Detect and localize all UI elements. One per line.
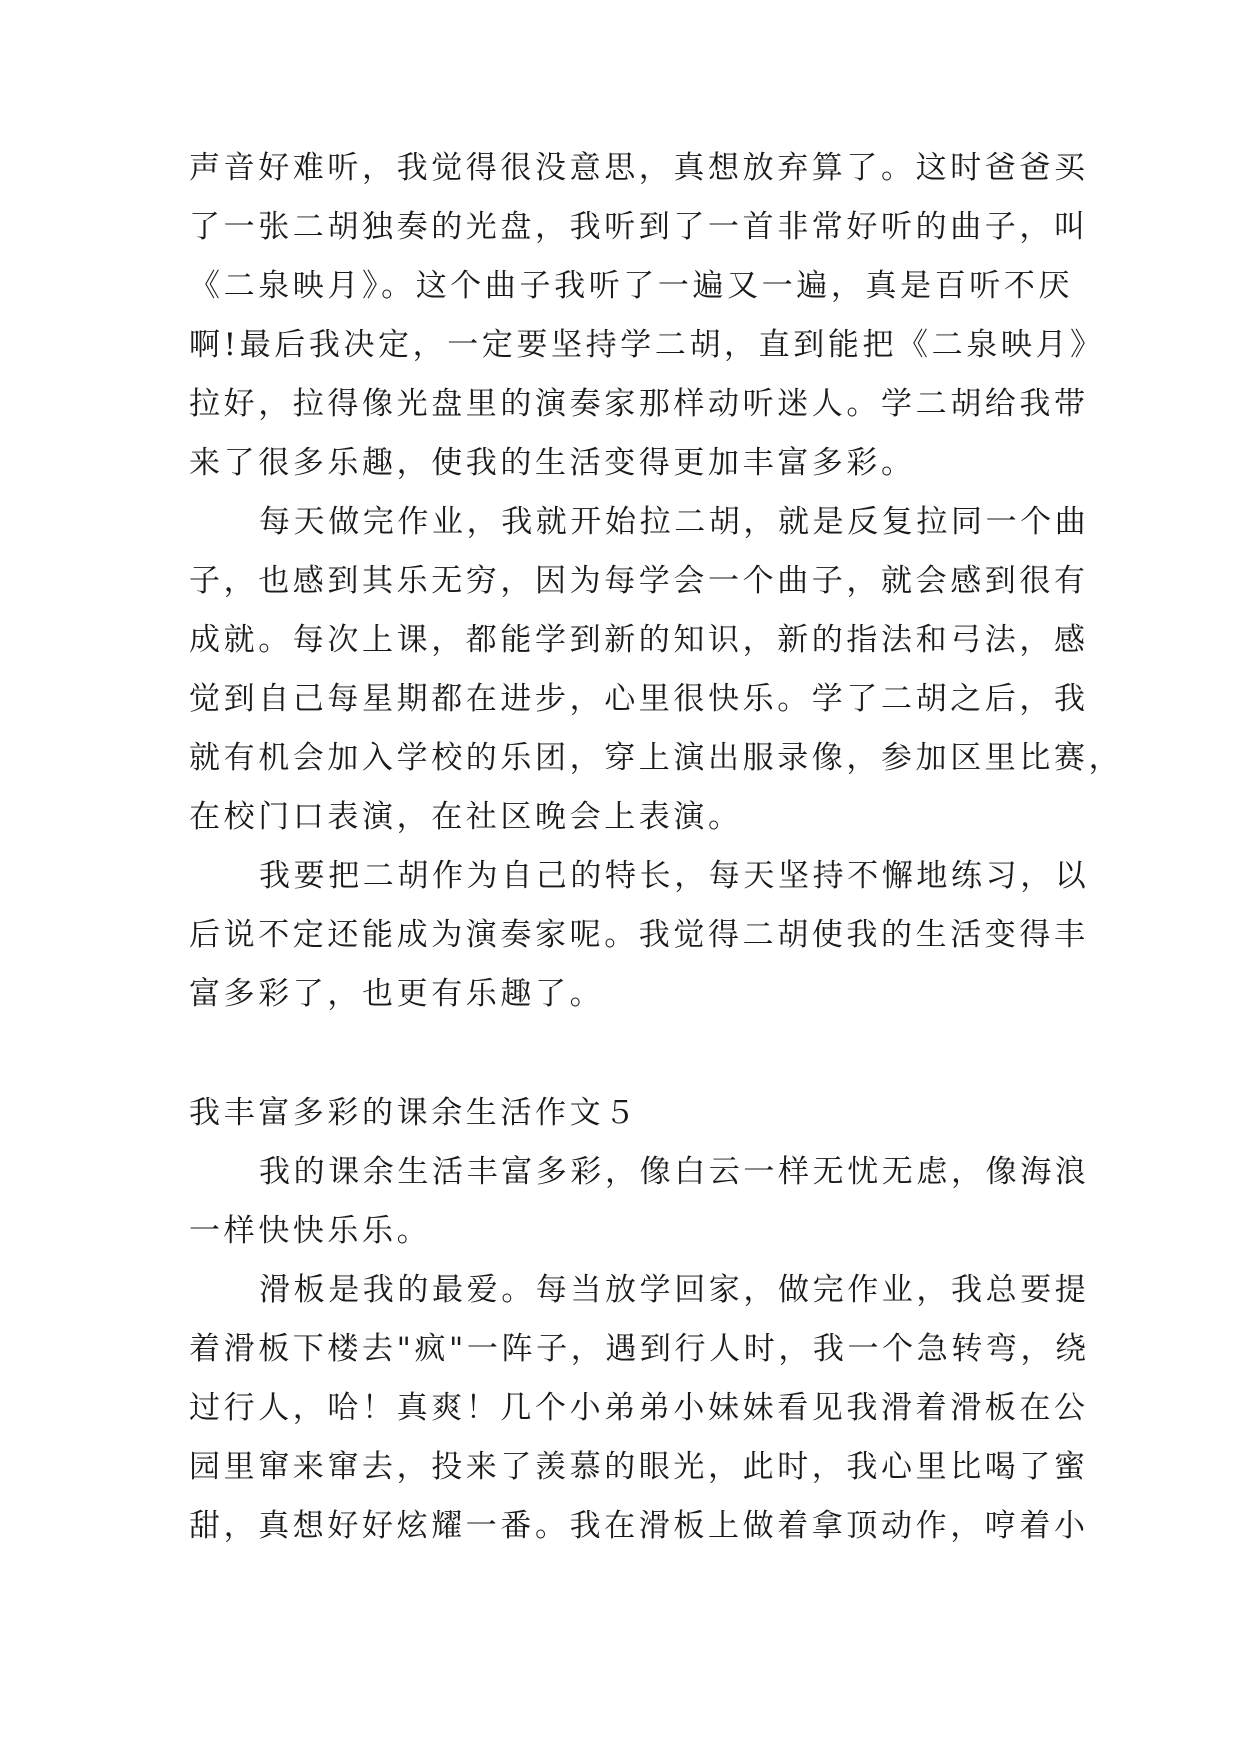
paragraph-line: 啊!最后我决定，一定要坚持学二胡，直到能把《二泉映月》 [189, 327, 1105, 363]
paragraph-line: 觉到自己每星期都在进步，心里很快乐。学了二胡之后，我 [189, 681, 1089, 717]
paragraph-line: 子，也感到其乐无穷，因为每学会一个曲子，就会感到很有 [189, 563, 1089, 599]
essay-title: 我丰富多彩的课余生活作文５ [189, 1095, 639, 1131]
paragraph-line: 后说不定还能成为演奏家呢。我觉得二胡使我的生活变得丰 [189, 917, 1089, 953]
paragraph-line: 了一张二胡独奏的光盘，我听到了一首非常好听的曲子，叫 [189, 209, 1089, 245]
paragraph-line: 一样快快乐乐。 [189, 1213, 432, 1249]
paragraph-line: 着滑板下楼去"疯"一阵子，遇到行人时，我一个急转弯，绕 [189, 1331, 1090, 1367]
paragraph-line: 甜，真想好好炫耀一番。我在滑板上做着拿顶动作，哼着小 [189, 1508, 1089, 1544]
paragraph-line: 拉好，拉得像光盘里的演奏家那样动听迷人。学二胡给我带 [189, 386, 1089, 422]
paragraph-line: 每天做完作业，我就开始拉二胡，就是反复拉同一个曲 [259, 504, 1090, 540]
paragraph-line: 在校门口表演，在社区晚会上表演。 [189, 799, 743, 835]
paragraph-line: 我要把二胡作为自己的特长，每天坚持不懈地练习，以 [259, 858, 1090, 894]
paragraph-line: 滑板是我的最爱。每当放学回家，做完作业，我总要提 [259, 1272, 1090, 1308]
paragraph-line: 来了很多乐趣，使我的生活变得更加丰富多彩。 [189, 445, 916, 481]
paragraph-line: 园里窜来窜去，投来了羡慕的眼光，此时，我心里比喝了蜜 [189, 1449, 1089, 1485]
paragraph-line: 成就。每次上课，都能学到新的知识，新的指法和弓法，感 [189, 622, 1089, 658]
paragraph-line: 就有机会加入学校的乐团，穿上演出服录像，参加区里比赛， [189, 740, 1124, 776]
paragraph-line: 富多彩了，也更有乐趣了。 [189, 976, 605, 1012]
paragraph-line: 声音好难听，我觉得很没意思，真想放弃算了。这时爸爸买 [189, 150, 1089, 186]
paragraph-line: 我的课余生活丰富多彩，像白云一样无忧无虑，像海浪 [259, 1154, 1090, 1190]
paragraph-line: 《二泉映月》。这个曲子我听了一遍又一遍，真是百听不厌 [189, 268, 1074, 304]
paragraph-line: 过行人，哈！真爽！几个小弟弟小妹妹看见我滑着滑板在公 [189, 1390, 1089, 1426]
